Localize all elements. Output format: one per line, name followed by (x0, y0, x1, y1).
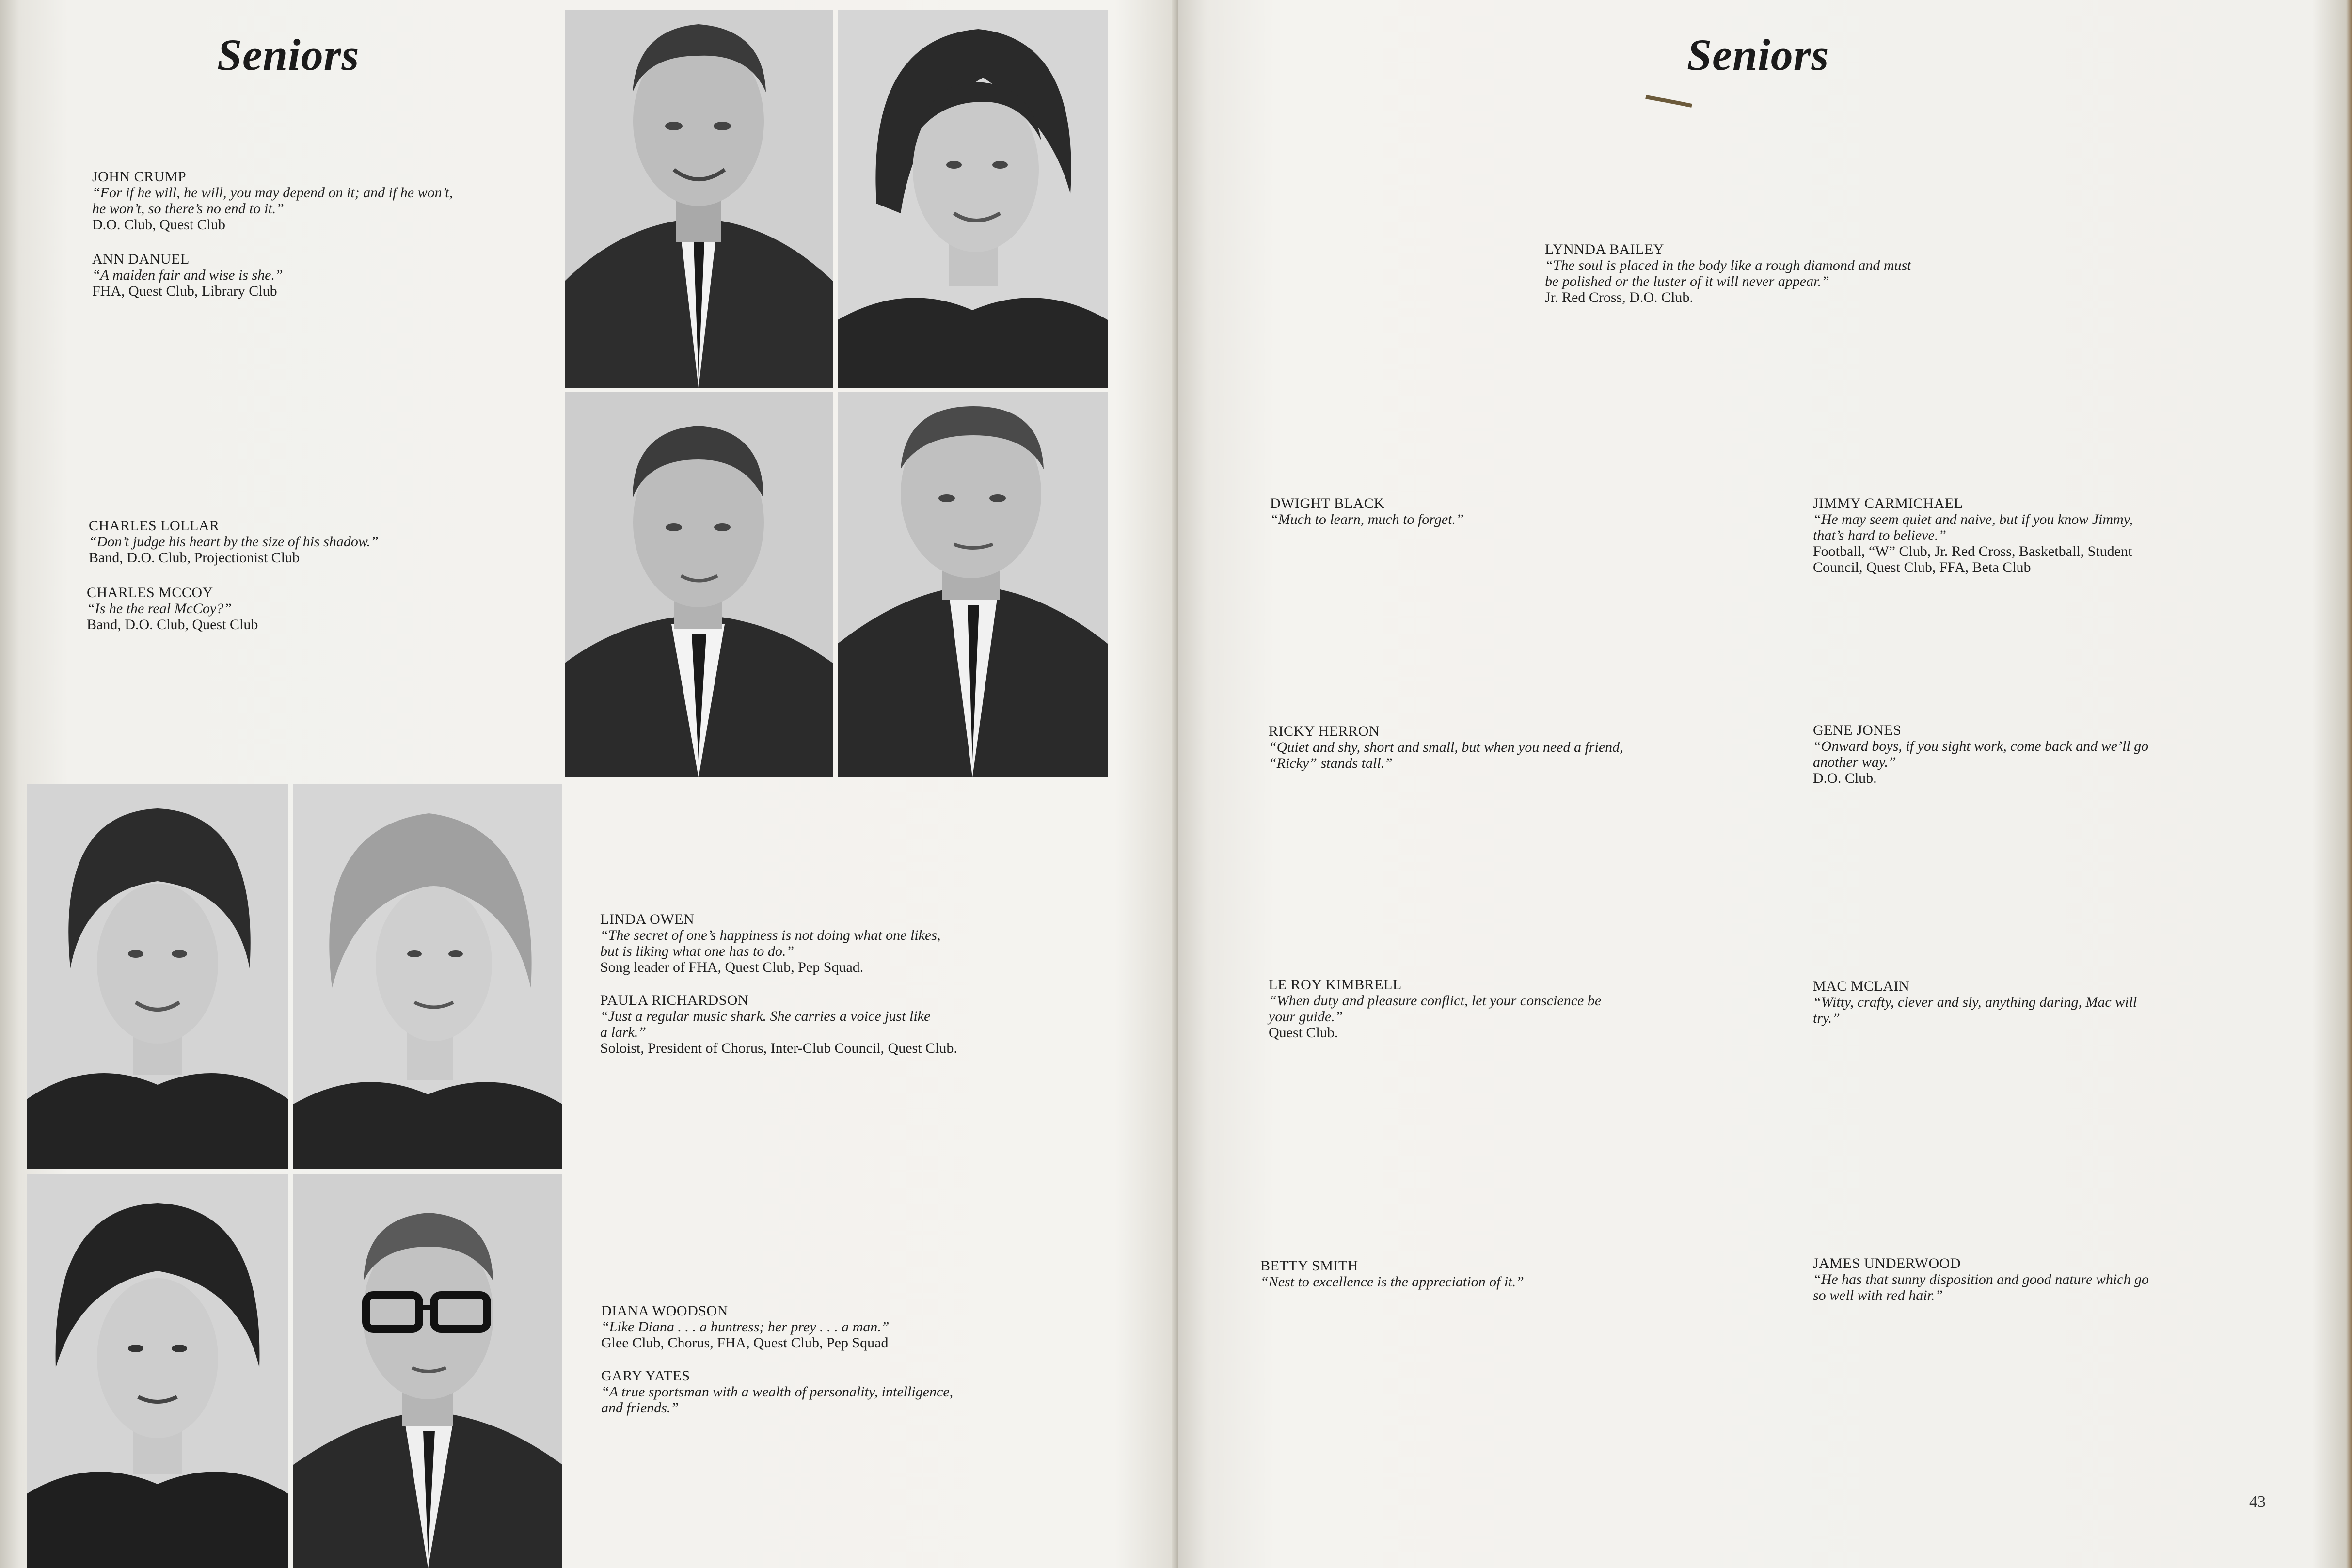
entry-john-crump (92, 169, 453, 233)
photo-diana-woodson (27, 1174, 288, 1568)
student-quote: so well with red hair.” (1813, 1287, 1943, 1303)
student-quote: your guide.” (1269, 1009, 1343, 1025)
student-clubs: Band, D.O. Club, Quest Club (87, 617, 258, 633)
student-quote: “A maiden fair and wise is she.” (92, 267, 283, 283)
student-quote: “Just a regular music shark. She carries a voice just like (600, 1008, 931, 1024)
entry-ricky-herron (1269, 723, 1623, 771)
student-quote: “When duty and pleasure conflict, let your conscience be (1269, 993, 1602, 1009)
entry-charles-mccoy (87, 585, 258, 633)
photo-charles-mccoy (838, 392, 1108, 777)
page-title-left: Seniors (217, 30, 360, 79)
student-quote: “He may seem quiet and naive, but if you know Jimmy, (1813, 511, 2133, 527)
entry-lynnda-bailey (1545, 241, 1911, 305)
student-quote: that’s hard to believe.” (1813, 527, 1946, 543)
student-quote: “Ricky” stands tall.” (1269, 755, 1393, 771)
student-name: LE ROY KIMBRELL (1269, 977, 1402, 993)
student-name: JIMMY CARMICHAEL (1813, 495, 1963, 511)
student-quote: “Onward boys, if you sight work, come back and we’ll go (1813, 738, 2149, 754)
entry-ann-danuel (92, 251, 283, 299)
student-name: LINDA OWEN (600, 911, 695, 927)
student-name: GENE JONES (1813, 722, 1902, 738)
student-clubs: Jr. Red Cross, D.O. Club. (1545, 289, 1693, 305)
student-quote: be polished or the luster of it will never appear.” (1545, 273, 1829, 289)
student-name: BETTY SMITH (1260, 1258, 1358, 1274)
student-quote: “Quiet and shy, short and small, but when you need a friend, (1269, 739, 1623, 755)
student-name: JOHN CRUMP (92, 169, 187, 185)
student-quote: “Is he the real McCoy?” (87, 601, 232, 617)
student-clubs: Quest Club. (1269, 1025, 1338, 1041)
entry-dwight-black (1270, 495, 1464, 527)
right-page (1178, 0, 2352, 1568)
student-clubs: Football, “W” Club, Jr. Red Cross, Basketball, Student (1813, 543, 2132, 559)
entry-james-underwood (1813, 1255, 2149, 1303)
student-name: MAC MCLAIN (1813, 978, 1910, 994)
photo-charles-lollar (565, 392, 833, 777)
student-clubs: FHA, Quest Club, Library Club (92, 283, 277, 299)
entry-mac-mclain (1813, 978, 2137, 1026)
entry-betty-smith (1260, 1258, 1524, 1290)
student-name: DWIGHT BLACK (1270, 495, 1385, 511)
student-name: RICKY HERRON (1269, 723, 1380, 739)
student-quote: “Much to learn, much to forget.” (1270, 511, 1464, 527)
entry-le-roy-kimbrell (1269, 977, 1601, 1041)
student-quote: a lark.” (600, 1024, 647, 1040)
student-clubs: Song leader of FHA, Quest Club, Pep Squad. (600, 959, 864, 975)
entry-linda-owen (600, 911, 940, 975)
entry-paula-richardson (600, 992, 957, 1056)
entry-gene-jones (1813, 722, 2148, 786)
entry-gary-yates (601, 1368, 953, 1416)
photo-paula-richardson (293, 784, 562, 1169)
student-name: CHARLES MCCOY (87, 585, 213, 601)
student-clubs: Glee Club, Chorus, FHA, Quest Club, Pep Squad (601, 1335, 889, 1351)
student-name: GARY YATES (601, 1368, 690, 1384)
smudge-mark (1643, 92, 1697, 111)
photo-gary-yates (293, 1174, 562, 1568)
student-quote: “Don’t judge his heart by the size of his shadow.” (89, 534, 379, 550)
entry-diana-woodson (601, 1303, 889, 1351)
student-quote: “The soul is placed in the body like a rough diamond and must (1545, 257, 1911, 273)
entry-jimmy-carmichael (1813, 495, 2249, 575)
student-name: PAULA RICHARDSON (600, 992, 749, 1008)
student-clubs: D.O. Club, Quest Club (92, 217, 226, 233)
photo-john-crump (565, 10, 833, 388)
student-name: JAMES UNDERWOOD (1813, 1255, 1961, 1271)
student-quote: and friends.” (601, 1400, 679, 1416)
student-quote: “Nest to excellence is the appreciation of it.” (1260, 1274, 1524, 1290)
student-clubs: Council, Quest Club, FFA, Beta Club (1813, 559, 2031, 575)
student-quote: another way.” (1813, 754, 1896, 770)
entry-charles-lollar (89, 518, 379, 566)
photo-ann-danuel (838, 10, 1108, 388)
student-clubs: D.O. Club. (1813, 770, 1877, 786)
page-number: 43 (2249, 1493, 2266, 1511)
student-quote: try.” (1813, 1010, 1840, 1026)
student-name: LYNNDA BAILEY (1545, 241, 1664, 257)
student-quote: “A true sportsman with a wealth of personality, intelligence, (601, 1384, 954, 1400)
student-quote: “He has that sunny disposition and good nature which go (1813, 1271, 2149, 1287)
student-name: ANN DANUEL (92, 251, 190, 267)
pencil-mark (2128, 73, 2352, 519)
student-clubs: Band, D.O. Club, Projectionist Club (89, 550, 300, 566)
student-quote: “For if he will, he will, you may depend on it; and if he won’t, (92, 185, 453, 201)
student-clubs: Soloist, President of Chorus, Inter-Club Council, Quest Club. (600, 1040, 957, 1056)
student-quote: but is liking what one has to do.” (600, 943, 795, 959)
page-title-right: Seniors (1687, 30, 1829, 79)
student-name: DIANA WOODSON (601, 1303, 728, 1319)
student-name: CHARLES LOLLAR (89, 518, 220, 534)
student-quote: “The secret of one’s happiness is not doing what one likes, (600, 927, 941, 943)
student-quote: “Like Diana . . . a huntress; her prey . . . a man.” (601, 1319, 890, 1335)
photo-linda-owen (27, 784, 288, 1169)
student-quote: he won’t, so there’s no end to it.” (92, 201, 284, 217)
student-quote: “Witty, crafty, clever and sly, anything daring, Mac will (1813, 994, 2137, 1010)
